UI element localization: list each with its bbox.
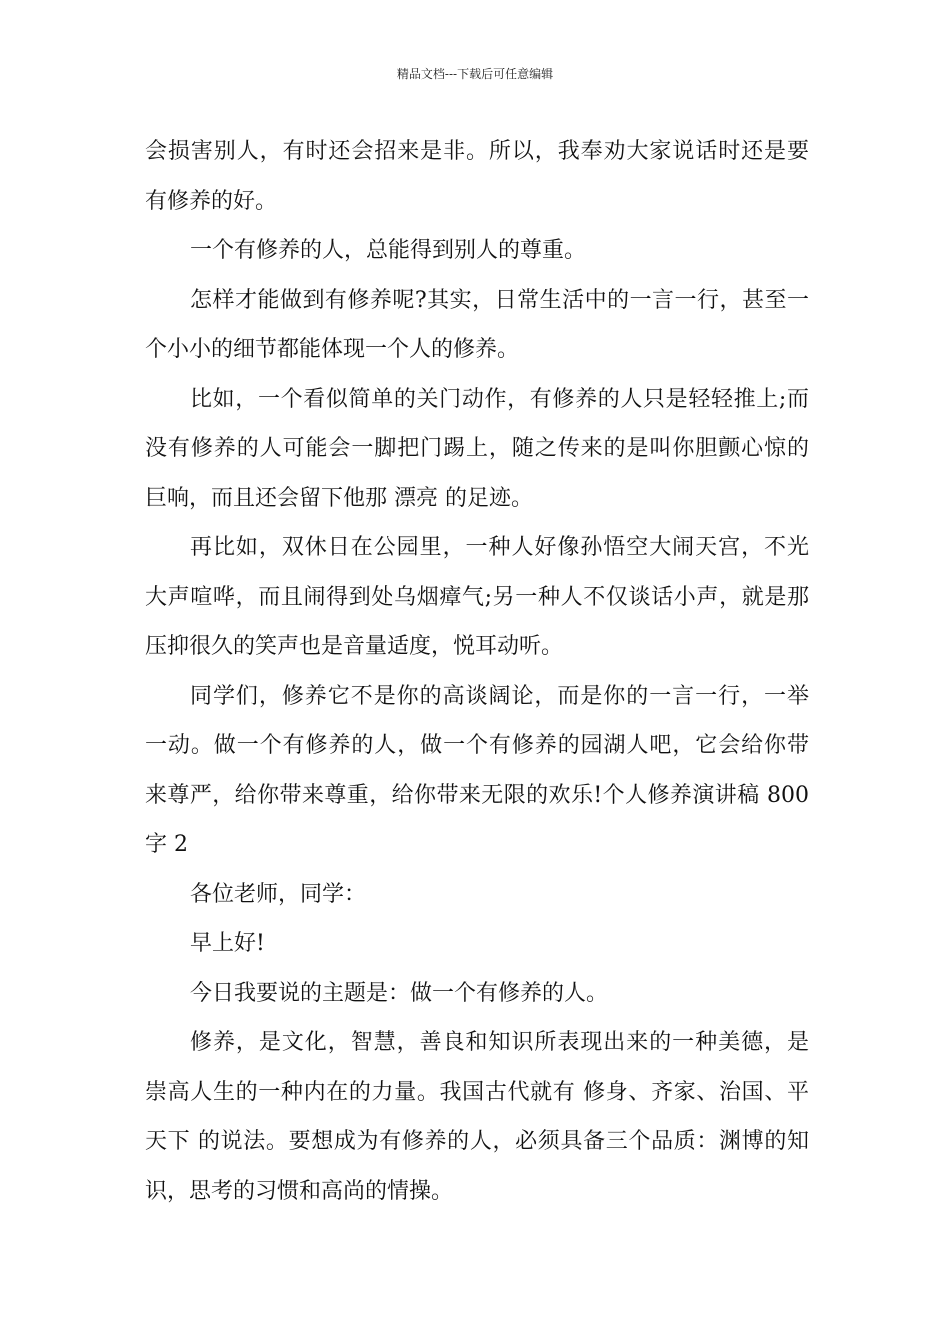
text-line: 比如，一个看似简单的关门动作，有修养的人只是轻轻推上;而 (190, 386, 809, 412)
text-line: 有修养的好。 (145, 188, 278, 214)
text-line: 巨响，而且还会留下他那 漂亮 的足迹。 (145, 485, 533, 511)
text-line: 压抑很久的笑声也是音量适度，悦耳动听。 (145, 634, 564, 659)
text-line: 大声喧哗，而且闹得到处乌烟瘴气;另一种人不仅谈话小声，就是那 (145, 584, 809, 610)
text-line: 各位老师，同学： (190, 881, 367, 907)
text-line: 来尊严，给你带来尊重，给你带来无限的欢乐!个人修养演讲稿 800 (145, 782, 809, 808)
text-line: 早上好! (190, 931, 265, 956)
text-line: 个小小的细节都能体现一个人的修养。 (145, 337, 520, 362)
text-line: 再比如，双休日在公园里，一种人好像孙悟空大闹天宫，不光 (190, 535, 809, 560)
text-line: 崇高人生的一种内在的力量。我国古代就有 修身、齐家、治国、平 (145, 1079, 809, 1105)
text-line: 同学们，修养它不是你的高谈阔论，而是你的一言一行，一举 (190, 683, 809, 709)
page-header: 精品文档---下载后可任意编辑 (396, 67, 554, 81)
text-line: 修养，是文化，智慧，善良和知识所表现出来的一种美德，是 (190, 1030, 809, 1055)
text-line: 识，思考的习惯和高尚的情操。 (145, 1178, 454, 1204)
text-line: 字 2 (145, 832, 188, 857)
document-body (145, 127, 809, 1216)
text-line: 没有修养的人可能会一脚把门踢上，随之传来的是叫你胆颤心惊的 (145, 436, 809, 461)
text-line: 一动。做一个有修养的人，做一个有修养的园湖人吧，它会给你带 (145, 733, 809, 758)
text-line: 会损害别人，有时还会招来是非。所以，我奉劝大家说话时还是要 (145, 139, 809, 164)
text-line: 怎样才能做到有修养呢?其实，日常生活中的一言一行，甚至一 (190, 287, 809, 313)
text-line: 今日我要说的主题是：做一个有修养的人。 (190, 980, 609, 1006)
text-line: 一个有修养的人，总能得到别人的尊重。 (190, 238, 587, 263)
text-line: 天下 的说法。要想成为有修养的人，必须具备三个品质：渊博的知 (145, 1129, 809, 1154)
